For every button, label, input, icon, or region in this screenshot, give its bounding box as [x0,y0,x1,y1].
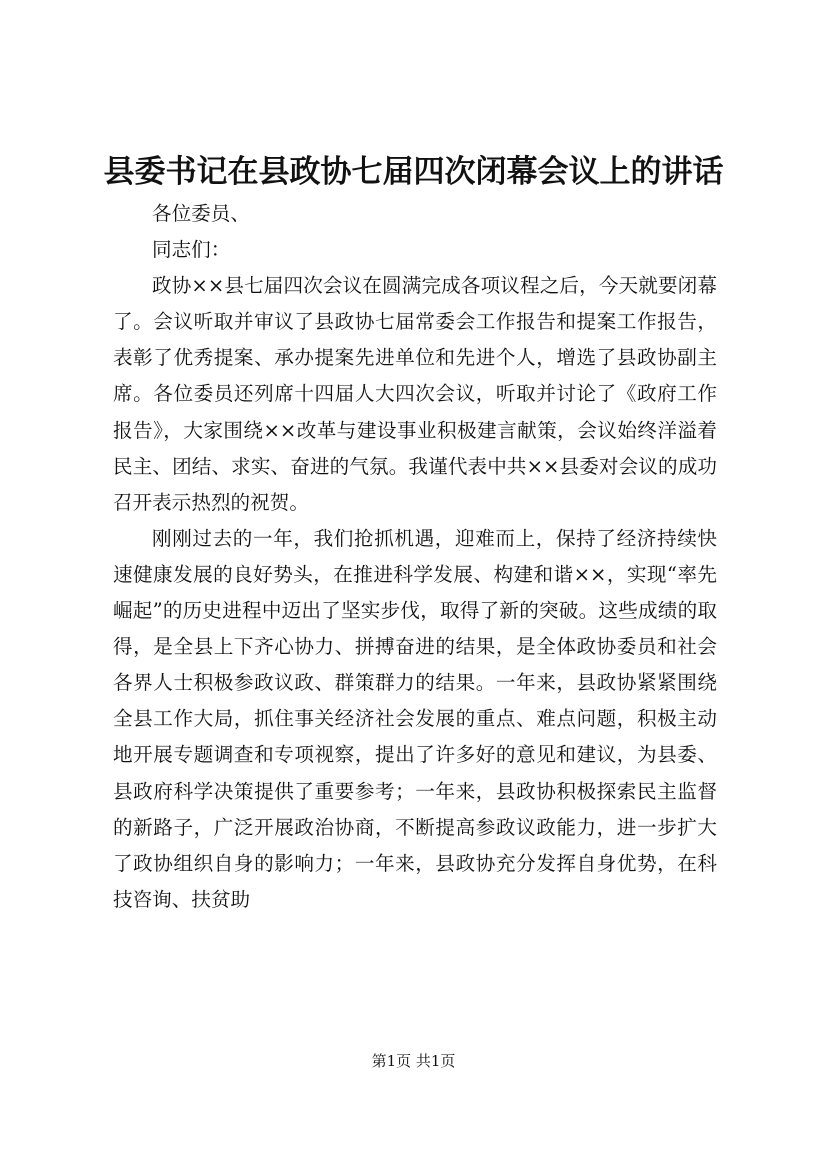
body-paragraph: 政协××县七届四次会议在圆满完成各项议程之后，今天就要闭幕了。会议听取并审议了县政协七届常委会工作报告和提案工作报告，表彰了优秀提案、承办提案先进单位和先进个人，增选了县政协副主席。各位委员还列席十四届人大四次会议，听取并讨论了《政府工作报告》，大家围绕××改革与建设事业积极建言献策，会议始终洋溢着民主、团结、求实、奋进的气氛。我谨代表中共××县委对会议的成功召开表示热烈的祝贺。 [113,274,717,514]
page-footer: 第1页 共1页 [371,1052,456,1070]
salutation-line: 各位委员、 [152,202,250,225]
salutation-line: 同志们： [152,238,231,262]
body-paragraph: 刚刚过去的一年，我们抢抓机遇，迎难而上，保持了经济持续快速健康发展的良好势头，在推进科学发展、构建和谐××，实现“率先崛起”的历史进程中迈出了坚实步伐，取得了新的突破。这些成绩的取得，是全县上下齐心协力、拼搏奋进的结果，是全体政协委员和社会各界人士积极参政议政、群策群力的结果。一年来，县政协紧紧围绕全县工作大局，抓住事关经济社会发展的重点、难点问题，积极主动地开展专题调查和专项视察，提出了许多好的意见和建议，为县委、县政府科学决策提供了重要参考；一年来，县政协积极探索民主监督的新路子，广泛开展政治协商，不断提高参政议政能力，进一步扩大了政协组织自身的影响力；一年来，县政协充分发挥自身优势，在科技咨询、扶贫助 [113,526,717,911]
document-body [113,196,717,918]
document-title: 县委书记在县政协七届四次闭幕会议上的讲话 [103,154,724,190]
